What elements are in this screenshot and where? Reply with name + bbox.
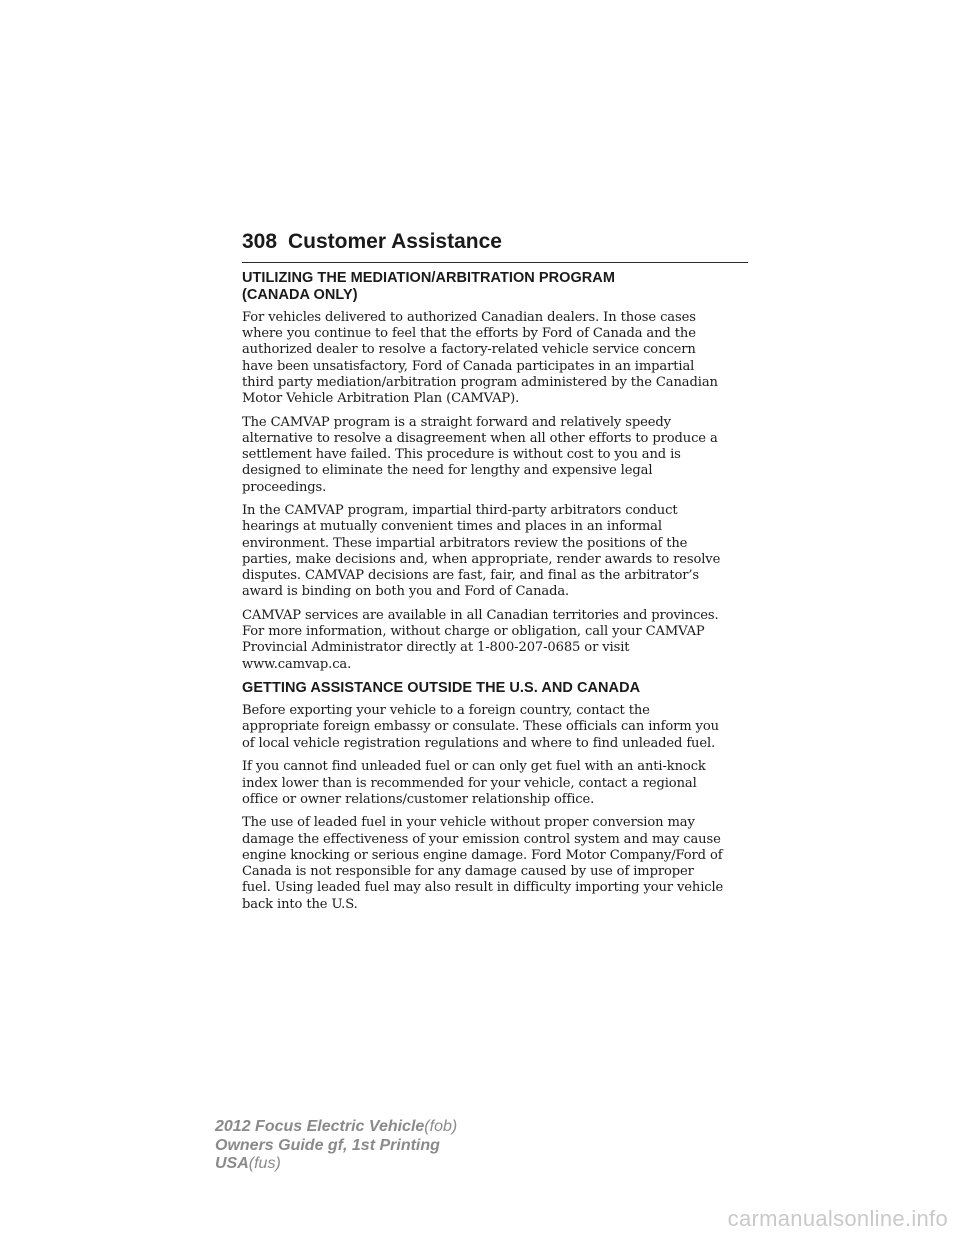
paragraph: The CAMVAP program is a straight forward and relatively speedy alternative to resolve a disagreement when all other efforts to produce a settlement have failed. This procedure is without cost to you and is designed to eliminate the need for lengthy and expensive legal proceedings. [242, 414, 718, 495]
footer-vehicle: 2012 Focus Electric Vehicle [215, 1118, 425, 1135]
document-footer [215, 1118, 457, 1174]
page-body [242, 270, 748, 920]
paragraph: In the CAMVAP program, impartial third-party arbitrators conduct hearings at mutually convenient times and places in an informal environment. These impartial arbitrators review the positions of the parties, make decisions and, when appropriate, render awards to resolve disputes. CAMVAP decisions are fast, fair, and final as the arbitrator’s award is binding on both you and Ford of Canada. [242, 503, 721, 600]
page-number: 308 [242, 230, 278, 253]
paragraph: The use of leaded fuel in your vehicle without proper conversion may damage the effectiveness of your emission control system and may cause engine knocking or serious engine damage. Ford Motor Company/Ford of Canada is not responsible for any damage caused by use of improper fuel. Using leaded fuel may also result in difficulty importing your vehicle back into the U.S. [242, 815, 724, 912]
footer-guide: Owners Guide gf, 1st Printing [215, 1136, 440, 1154]
paragraph: For vehicles delivered to authorized Canadian dealers. In those cases where you continue to feel that the efforts by Ford of Canada and the authorized dealer to resolve a factory-related vehicle service concern have been unsatisfactory, Ford of Canada participates in an impartial third party mediation/arbitration program administered by the Canadian Motor Vehicle Arbitration Plan (CAMVAP). [242, 310, 718, 407]
footer-line-1 [215, 1118, 457, 1137]
page-header [242, 226, 748, 263]
paragraph: CAMVAP services are available in all Canadian territories and provinces. For more information, without charge or obligation, call your CAMVAP Provincial Administrator directly at 1-800-207-0685 or visit www.camvap.ca. [242, 607, 719, 672]
section-heading-outside-us-canada: GETTING ASSISTANCE OUTSIDE THE U.S. AND CANADA [242, 680, 641, 697]
paragraph: Before exporting your vehicle to a foreign country, contact the appropriate foreign embassy or consulate. These officials can inform you of local vehicle registration regulations and where to find unleaded fuel. [242, 703, 719, 751]
section-heading-canada-arbitration: UTILIZING THE MEDIATION/ARBITRATION PROGRAM (CANADA ONLY) [242, 270, 615, 303]
watermark: carmanualsonline.info [727, 1206, 948, 1231]
footer-line-2 [215, 1137, 457, 1156]
footer-line-3 [215, 1155, 457, 1174]
footer-vehicle-code: (fob) [424, 1118, 458, 1135]
footer-market: USA [215, 1155, 249, 1172]
footer-market-code: (fus) [248, 1155, 281, 1172]
section-title: Customer Assistance [288, 230, 502, 253]
paragraph: If you cannot find unleaded fuel or can only get fuel with an anti-knock index lower than is recommended for your vehicle, contact a regional office or owner relations/customer relationship office. [242, 759, 706, 807]
